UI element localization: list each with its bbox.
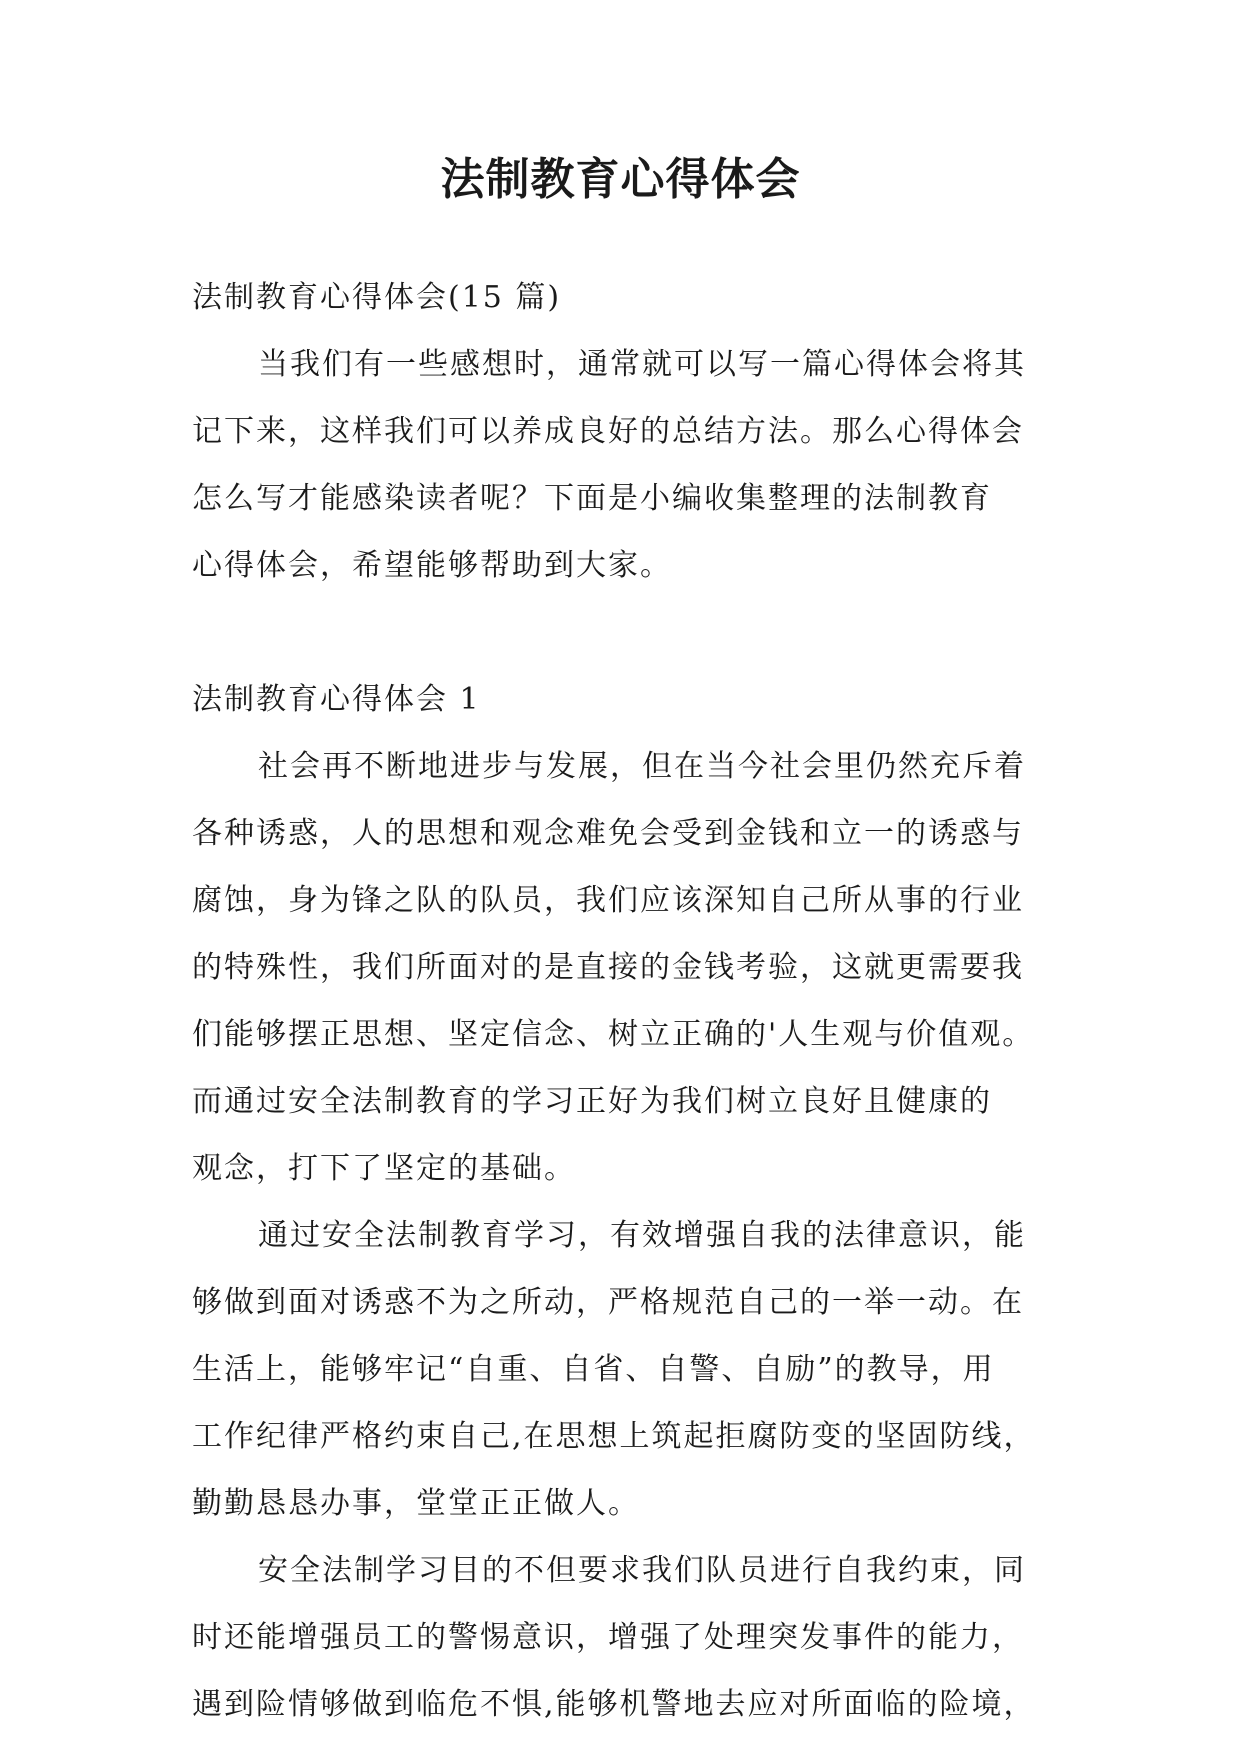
- text-line: 们能够摆正思想、坚定信念、树立正确的'人生观与价值观。: [192, 1017, 1035, 1052]
- text-line: 当我们有一些感想时，通常就可以写一篇心得体会将其: [258, 347, 1026, 382]
- text-line: 的特殊性，我们所面对的是直接的金钱考验，这就更需要我: [192, 950, 1024, 985]
- intro-paragraph: [192, 331, 1062, 599]
- paragraph-2: [192, 1202, 1062, 1537]
- text-line: 心得体会，希望能够帮助到大家。: [192, 548, 672, 583]
- text-line: 生活上，能够牢记“自重、自省、自警、自励”的教导，用: [192, 1352, 995, 1387]
- text-line: 通过安全法制教育学习，有效增强自我的法律意识，能: [258, 1218, 1026, 1253]
- text-line: 安全法制学习目的不但要求我们队员进行自我约束，同: [258, 1553, 1026, 1588]
- text-line: 工作纪律严格约束自己,在思想上筑起拒腐防变的坚固防线，: [192, 1419, 1036, 1454]
- text-line: 勤勤恳恳办事，堂堂正正做人。: [192, 1486, 640, 1521]
- paragraph-1: [192, 733, 1062, 1202]
- document-title: 法制教育心得体会: [440, 154, 801, 205]
- section-heading: 法制教育心得体会 1: [192, 682, 481, 717]
- document-body: [192, 264, 1062, 1738]
- text-line: 观念，打下了坚定的基础。: [192, 1151, 576, 1186]
- paragraph-3: [192, 1537, 1062, 1738]
- paragraph-gap: [192, 599, 1062, 666]
- text-line: 社会再不断地进步与发展，但在当今社会里仍然充斥着: [258, 749, 1026, 784]
- text-line: 够做到面对诱惑不为之所动，严格规范自己的一举一动。在: [192, 1285, 1024, 1320]
- text-line: 腐蚀，身为锋之队的队员，我们应该深知自己所从事的行业: [192, 883, 1024, 918]
- text-line: 各种诱惑，人的思想和观念难免会受到金钱和立一的诱惑与: [192, 816, 1024, 851]
- text-line: 时还能增强员工的警惕意识，增强了处理突发事件的能力，: [192, 1620, 1024, 1655]
- document-subtitle: 法制教育心得体会(15 篇): [192, 280, 562, 315]
- text-line: 遇到险情够做到临危不惧,能够机警地去应对所面临的险境，: [192, 1687, 1036, 1722]
- text-line: 而通过安全法制教育的学习正好为我们树立良好且健康的: [192, 1084, 992, 1119]
- text-line: 怎么写才能感染读者呢？下面是小编收集整理的法制教育: [192, 481, 992, 516]
- text-line: 记下来，这样我们可以养成良好的总结方法。那么心得体会: [192, 414, 1024, 449]
